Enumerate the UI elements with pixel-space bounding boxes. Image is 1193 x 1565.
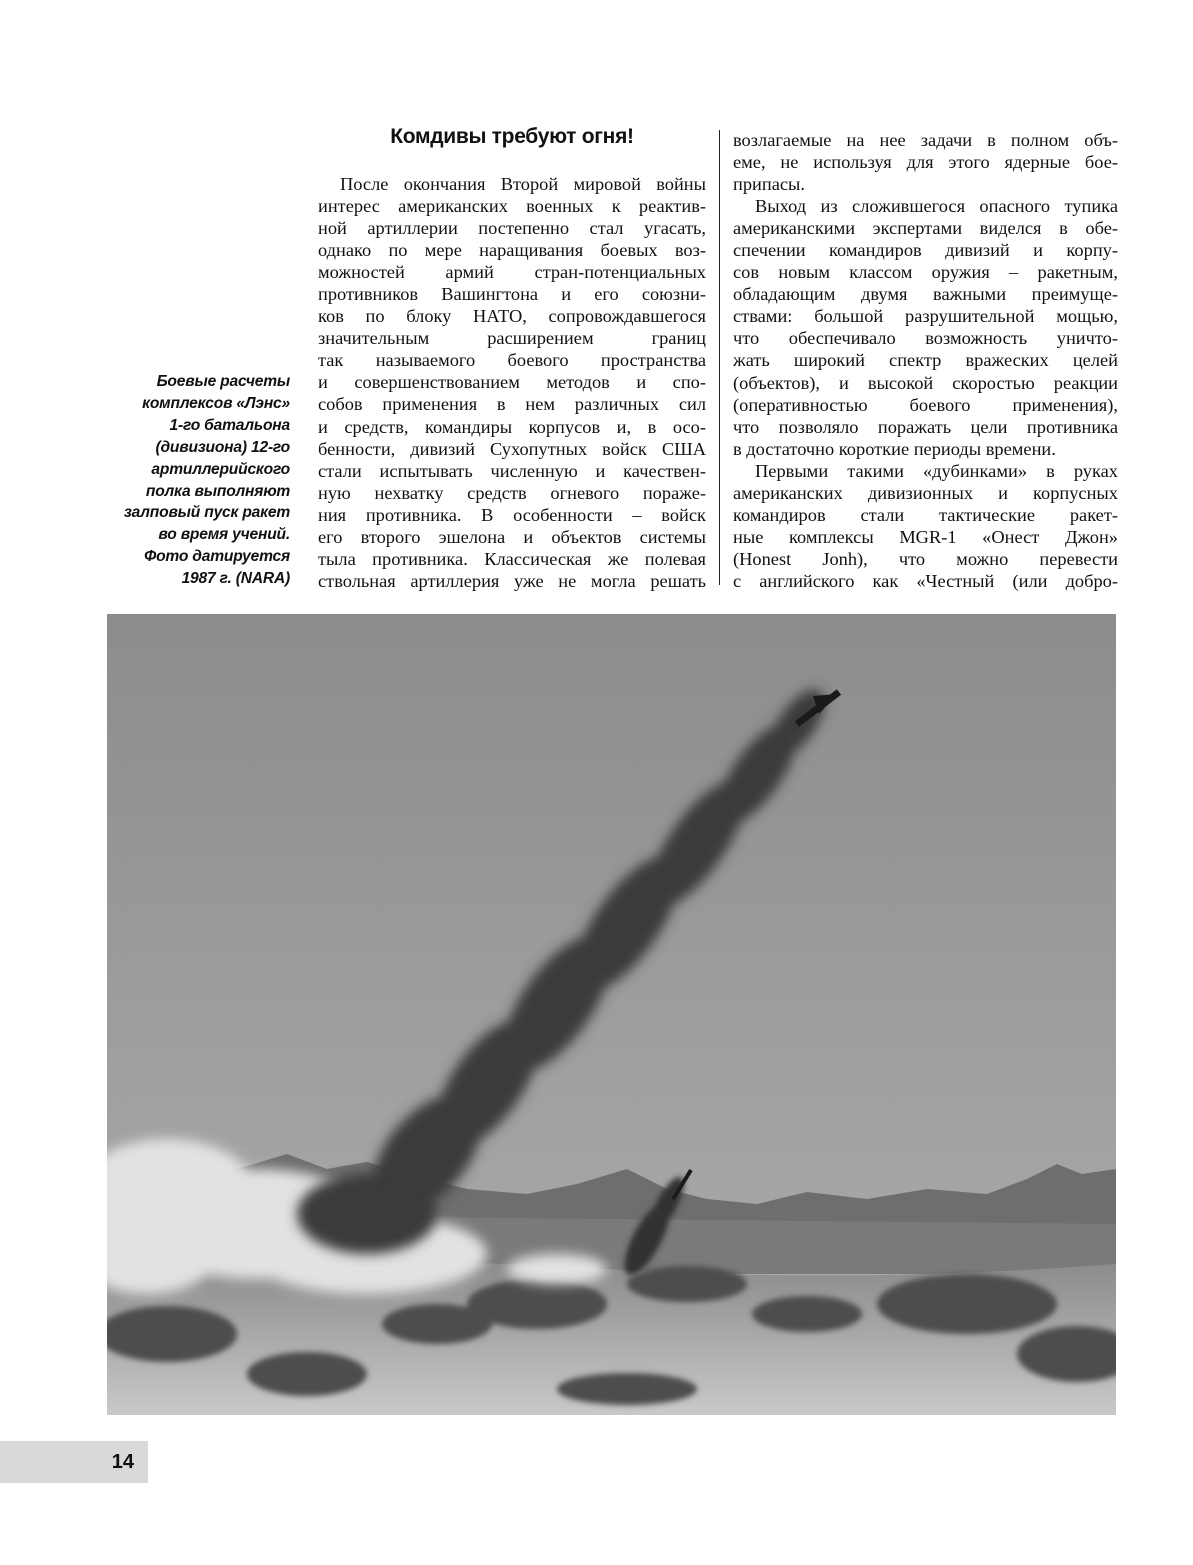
text-line: ков по блоку НАТО, сопровождавшегося [318, 306, 706, 327]
text-line: ной артиллерии постепенно стал угасать, [318, 218, 706, 239]
text-line: Выход из сложившегося опасного тупика [755, 196, 1118, 217]
text-line: тыла противника. Классическая же полевая [318, 548, 706, 569]
text-line: и совершенствованием методов и спо- [318, 372, 706, 393]
text-line: однако по мере наращивания боевых воз- [318, 240, 706, 261]
caption-line: (дивизиона) 12-го [155, 438, 290, 456]
caption-line: 1987 г. (NARA) [181, 570, 290, 588]
text-line: (объектов), и высокой скоростью реакции [733, 372, 1118, 393]
text-line: что позволяло поражать цели противника [733, 416, 1118, 437]
text-line: После окончания Второй мировой войны [340, 174, 706, 194]
text-line: Первыми такими «дубинками» в руках [755, 460, 1118, 481]
text-line: возлагаемые на нее задачи в полном объ- [733, 130, 1118, 150]
text-line: командиров стали тактические ракет- [733, 504, 1118, 525]
text-column-1 [318, 173, 706, 592]
text-line: с английского как «Честный (или добро- [733, 570, 1118, 591]
text-line: собов применения в нем различных сил [318, 394, 706, 415]
text-line: (оперативностью боевого применения), [733, 394, 1118, 415]
article-title: Комдивы требуют огня! [390, 125, 634, 148]
text-line: спечении командиров дивизий и корпу- [733, 240, 1118, 261]
text-column-2 [733, 129, 1118, 592]
photo-caption [98, 371, 290, 590]
text-line: интерес американских военных к реактив- [318, 196, 706, 217]
text-line: обладающим двумя важными преимуще- [733, 284, 1118, 305]
caption-line: 1-го батальона [169, 416, 290, 434]
caption-line: полка выполняют [145, 482, 290, 500]
text-line: так называемого боевого пространства [318, 350, 706, 371]
caption-line: во время учений. [158, 526, 290, 544]
text-line: значительным расширением границ [318, 328, 706, 349]
text-line: (Honest Jonh), что можно перевести [733, 548, 1118, 569]
text-line: припасы. [733, 174, 806, 195]
text-line: жать широкий спектр вражеских целей [733, 350, 1118, 371]
caption-line: артиллерийского [151, 460, 290, 478]
text-line: ния противника. В особенности – войск [318, 504, 706, 525]
text-line: еме, не используя для этого ядерные бое- [733, 152, 1118, 173]
text-line: можностей армий стран-потенциальных [318, 262, 706, 283]
text-line: стали испытывать численную и качествен- [318, 460, 706, 481]
text-line: в достаточно короткие периоды времени. [733, 438, 1056, 459]
text-line: ствами: большой разрушительной мощью, [733, 306, 1118, 327]
text-line: противников Вашингтона и его союзни- [318, 284, 706, 305]
text-line: что обеспечивало возможность уничто- [733, 328, 1118, 349]
text-line: его второго эшелона и объектов системы [318, 526, 706, 547]
text-line: ные комплексы MGR-1 «Онест Джон» [733, 526, 1118, 547]
text-line: американских дивизионных и корпусных [733, 482, 1118, 503]
column-divider [719, 130, 720, 585]
text-line: ствольная артиллерия уже не могла решать [318, 570, 706, 591]
page-number: 14 [0, 1441, 148, 1483]
text-line: и средств, командиры корпусов и, в осо- [318, 416, 706, 437]
rocket-launch-photo [107, 614, 1116, 1415]
text-line: сов новым классом оружия – ракетным, [733, 262, 1118, 283]
caption-line: Фото датируется [144, 548, 290, 566]
caption-line: залповый пуск ракет [123, 504, 290, 522]
text-line: американскими экспертами виделся в обе- [733, 218, 1118, 239]
text-line: бенности, дивизий Сухопутных войск США [318, 438, 706, 459]
caption-line: Боевые расчеты [156, 373, 290, 390]
caption-line: комплексов «Лэнс» [142, 394, 290, 412]
text-line: ную нехватку средств огневого пораже- [318, 482, 706, 503]
